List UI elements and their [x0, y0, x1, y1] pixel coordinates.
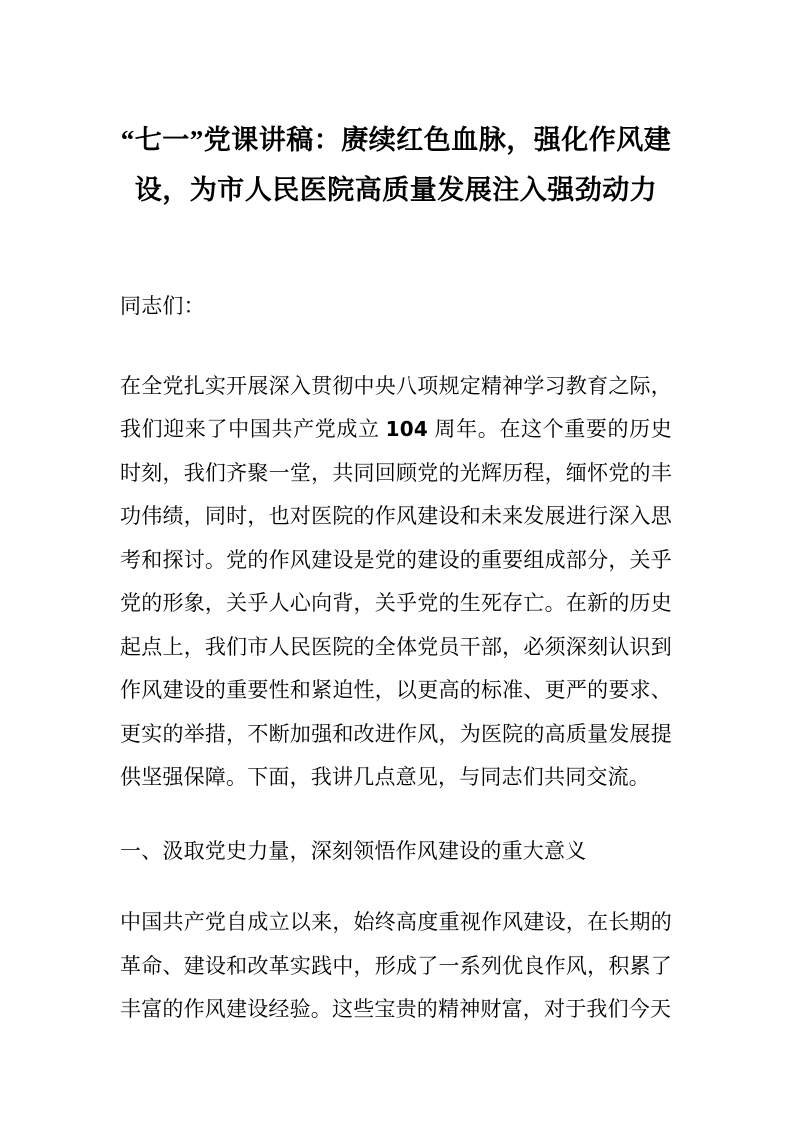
document-title-line-1: “七一”党课讲稿：赓续红色血脉，强化作风建: [120, 125, 672, 155]
opening-paragraph-text-after-number: 周年。在这个重要的历史时刻，我们齐聚一堂，共同回顾党的光辉历程，缅怀党的丰功伟绩，同时，也对医院的作风建设和未来发展进行深入思考和探讨。党的作风建设是党的建设的重要组成部分，关乎党的形象，关乎人心向背，关乎党的生死存亡。在新的历史起点上，我们市人民医院的全体党员干部，必须深刻认识到作风建设的重要性和紧迫性，以更高的标准、更严的要求、更实的举措，不断加强和改进作风，为医院的高质量发展提供坚强保障。下面，我讲几点意见，与同志们共同交流。: [120, 417, 672, 789]
opening-paragraph-text-before-number: 在全党扎实开展深入贯彻中央八项规定精神学习教育之际，我们迎来了中国共产党成立: [120, 373, 672, 441]
document-title: [120, 115, 672, 215]
document-title-line-2: 设，为市人民医院高质量发展注入强劲动力: [134, 175, 658, 205]
section-heading-1: 一、汲取党史力量，深刻领悟作风建设的重大意义: [120, 838, 587, 863]
document-content: [0, 115, 793, 1032]
section-paragraph-1: 中国共产党自成立以来，始终高度重视作风建设，在长期的革命、建设和改革实践中，形成了一系列优良作风，积累了丰富的作风建设经验。这些宝贵的精神财富，对于我们今天: [120, 910, 672, 1021]
opening-paragraph: [120, 365, 672, 800]
anniversary-number: 104: [385, 417, 428, 441]
salutation: 同志们：: [120, 294, 205, 318]
